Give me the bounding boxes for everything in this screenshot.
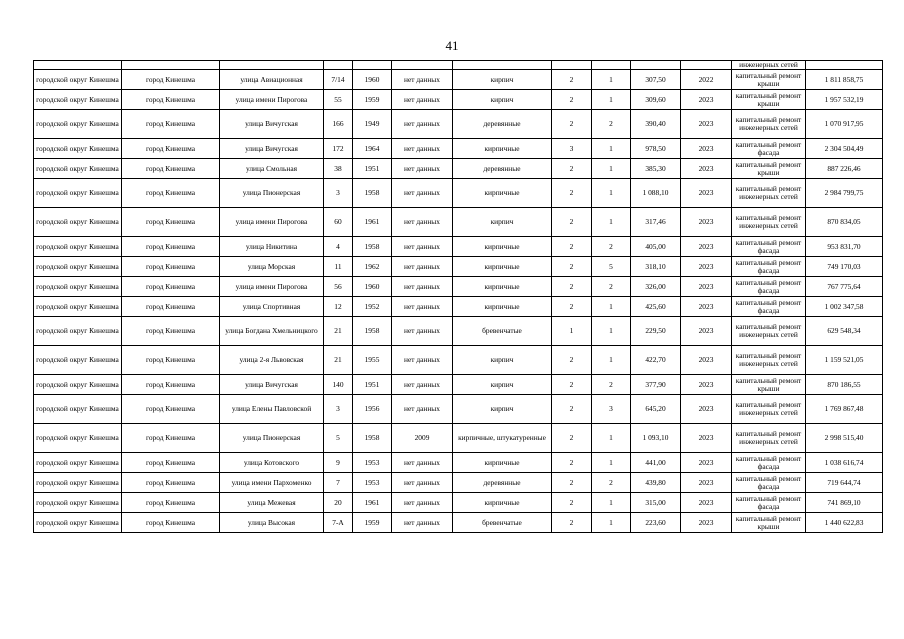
district-cell: городской округ Кинешма — [34, 70, 122, 90]
construction-year-cell: 1964 — [353, 139, 392, 159]
table-row — [34, 513, 883, 533]
work-type-cell: капитальный ремонт фасада — [732, 297, 806, 317]
house-number-cell: 38 — [324, 159, 353, 179]
work-type-cell: капитальный ремонт фасада — [732, 453, 806, 473]
street-cell: улица Морская — [220, 257, 324, 277]
housing-repair-table — [33, 60, 883, 533]
wall-material-cell: кирпичные — [453, 297, 552, 317]
area-cell: 385,30 — [631, 159, 681, 179]
house-number-cell: 56 — [324, 277, 353, 297]
cost-cell: 2 998 515,40 — [806, 424, 883, 453]
floors-cell: 2 — [552, 179, 592, 208]
district-cell: городской округ Кинешма — [34, 90, 122, 110]
area-cell: 441,00 — [631, 453, 681, 473]
street-cell: улица Межевая — [220, 493, 324, 513]
plan-year-cell: 2023 — [681, 159, 732, 179]
city-cell: город Кинешма — [122, 453, 220, 473]
work-type-cell: капитальный ремонт фасада — [732, 473, 806, 493]
plan-year-cell: 2023 — [681, 317, 732, 346]
street-cell: улица имени Пархоменко — [220, 473, 324, 493]
plan-year-cell: 2023 — [681, 473, 732, 493]
floors-cell: 2 — [552, 110, 592, 139]
table-row — [34, 159, 883, 179]
area-cell: 390,40 — [631, 110, 681, 139]
street-cell: улица 2-я Львовская — [220, 346, 324, 375]
work-type-cell: капитальный ремонт крыши — [732, 513, 806, 533]
renovation-year-cell: нет данных — [392, 237, 453, 257]
entrances-cell: 1 — [592, 90, 631, 110]
cost-cell: 629 548,34 — [806, 317, 883, 346]
entrances-cell: 1 — [592, 179, 631, 208]
entrances-cell: 2 — [592, 237, 631, 257]
renovation-year-cell: нет данных — [392, 70, 453, 90]
wall-material-cell: деревянные — [453, 159, 552, 179]
street-cell: улица Елены Павловской — [220, 395, 324, 424]
floors-cell: 2 — [552, 375, 592, 395]
table-row — [34, 493, 883, 513]
entrances-cell: 2 — [592, 110, 631, 139]
construction-year-cell: 1958 — [353, 424, 392, 453]
floors-cell: 2 — [552, 473, 592, 493]
street-cell: улица Смольная — [220, 159, 324, 179]
table-row — [34, 70, 883, 90]
construction-year-cell: 1955 — [353, 346, 392, 375]
house-number-cell: 21 — [324, 346, 353, 375]
district-cell: городской округ Кинешма — [34, 395, 122, 424]
work-type-cell: капитальный ремонт крыши — [732, 70, 806, 90]
city-cell: город Кинешма — [122, 179, 220, 208]
table-row — [34, 257, 883, 277]
work-type-cell: капитальный ремонт инженерных сетей — [732, 179, 806, 208]
street-cell: улица Спортивная — [220, 297, 324, 317]
area-cell: 315,00 — [631, 493, 681, 513]
entrances-cell: 2 — [592, 375, 631, 395]
street-cell: улица имени Пирогова — [220, 277, 324, 297]
construction-year-cell: 1959 — [353, 90, 392, 110]
table-row — [34, 346, 883, 375]
floors-cell: 2 — [552, 208, 592, 237]
floors-cell: 2 — [552, 513, 592, 533]
wall-material-cell: кирпич — [453, 375, 552, 395]
district-cell: городской округ Кинешма — [34, 237, 122, 257]
city-cell: город Кинешма — [122, 237, 220, 257]
floors-cell: 2 — [552, 277, 592, 297]
city-cell: город Кинешма — [122, 139, 220, 159]
work-type-cell: капитальный ремонт крыши — [732, 90, 806, 110]
work-type-cell: капитальный ремонт крыши — [732, 159, 806, 179]
wall-material-cell: кирпич — [453, 395, 552, 424]
construction-year-cell: 1958 — [353, 317, 392, 346]
entrances-cell: 1 — [592, 493, 631, 513]
district-cell: городской округ Кинешма — [34, 277, 122, 297]
construction-year-cell: 1953 — [353, 453, 392, 473]
table-row — [34, 453, 883, 473]
wall-material-cell: кирпич — [453, 90, 552, 110]
entrances-cell: 1 — [592, 453, 631, 473]
district-cell: городской округ Кинешма — [34, 473, 122, 493]
plan-year-cell: 2023 — [681, 237, 732, 257]
construction-year-cell: 1959 — [353, 513, 392, 533]
cost-cell: 1 440 622,83 — [806, 513, 883, 533]
entrances-cell: 1 — [592, 513, 631, 533]
plan-year-cell: 2022 — [681, 70, 732, 90]
wall-material-cell: кирпичные — [453, 179, 552, 208]
table-row — [34, 237, 883, 257]
table-row — [34, 375, 883, 395]
work-type-cell: капитальный ремонт инженерных сетей — [732, 110, 806, 139]
street-cell: улица Авиационная — [220, 70, 324, 90]
house-number-cell: 3 — [324, 395, 353, 424]
street-cell: улица Никитина — [220, 237, 324, 257]
street-cell: улица имени Пирогова — [220, 90, 324, 110]
house-number-cell: 12 — [324, 297, 353, 317]
construction-year-cell: 1961 — [353, 208, 392, 237]
area-cell: 318,10 — [631, 257, 681, 277]
cost-cell: 887 226,46 — [806, 159, 883, 179]
entrances-cell: 1 — [592, 139, 631, 159]
renovation-year-cell: нет данных — [392, 139, 453, 159]
city-cell: город Кинешма — [122, 493, 220, 513]
entrances-cell: 1 — [592, 159, 631, 179]
area-cell: 309,60 — [631, 90, 681, 110]
house-number-cell: 140 — [324, 375, 353, 395]
construction-year-cell: 1951 — [353, 159, 392, 179]
construction-year-cell: 1958 — [353, 237, 392, 257]
city-cell: город Кинешма — [122, 346, 220, 375]
table-row — [34, 110, 883, 139]
wall-material-cell: бревенчатые — [453, 317, 552, 346]
city-cell: город Кинешма — [122, 159, 220, 179]
plan-year-cell: 2023 — [681, 395, 732, 424]
plan-year-cell: 2023 — [681, 346, 732, 375]
table-row — [34, 424, 883, 453]
work-type-cell: капитальный ремонт фасада — [732, 237, 806, 257]
street-cell: улица Пионерская — [220, 179, 324, 208]
renovation-year-cell: нет данных — [392, 473, 453, 493]
entrances-cell: 1 — [592, 297, 631, 317]
street-cell: улица имени Пирогова — [220, 208, 324, 237]
cost-cell: 741 869,10 — [806, 493, 883, 513]
district-cell: городской округ Кинешма — [34, 346, 122, 375]
plan-year-cell: 2023 — [681, 257, 732, 277]
city-cell: город Кинешма — [122, 473, 220, 493]
construction-year-cell: 1949 — [353, 110, 392, 139]
construction-year-cell: 1960 — [353, 70, 392, 90]
area-cell: 223,60 — [631, 513, 681, 533]
construction-year-cell: 1958 — [353, 179, 392, 208]
renovation-year-cell: нет данных — [392, 110, 453, 139]
cost-cell: 2 984 799,75 — [806, 179, 883, 208]
wall-material-cell: кирпичные — [453, 277, 552, 297]
table-row — [34, 139, 883, 159]
wall-material-cell: бревенчатые — [453, 513, 552, 533]
house-number-cell: 5 — [324, 424, 353, 453]
cost-cell: 1 038 616,74 — [806, 453, 883, 473]
floors-cell: 2 — [552, 424, 592, 453]
house-number-cell: 9 — [324, 453, 353, 473]
city-cell: город Кинешма — [122, 317, 220, 346]
floors-cell: 2 — [552, 90, 592, 110]
district-cell: городской округ Кинешма — [34, 110, 122, 139]
district-cell: городской округ Кинешма — [34, 317, 122, 346]
work-type-cell: капитальный ремонт инженерных сетей — [732, 208, 806, 237]
wall-material-cell: кирпичные — [453, 257, 552, 277]
city-cell: город Кинешма — [122, 110, 220, 139]
street-cell: улица Высокая — [220, 513, 324, 533]
table-row — [34, 297, 883, 317]
wall-material-cell: кирпичные — [453, 237, 552, 257]
entrances-cell: 5 — [592, 257, 631, 277]
street-cell: улица Пионерская — [220, 424, 324, 453]
work-type-cell: инженерных сетей — [732, 61, 806, 70]
renovation-year-cell: нет данных — [392, 297, 453, 317]
city-cell: город Кинешма — [122, 277, 220, 297]
cost-cell: 1 811 858,75 — [806, 70, 883, 90]
work-type-cell: капитальный ремонт инженерных сетей — [732, 424, 806, 453]
cost-cell: 870 186,55 — [806, 375, 883, 395]
wall-material-cell: кирпичные, штукатуренные — [453, 424, 552, 453]
plan-year-cell: 2023 — [681, 179, 732, 208]
wall-material-cell: кирпич — [453, 70, 552, 90]
table-row — [34, 90, 883, 110]
cost-cell: 749 170,03 — [806, 257, 883, 277]
district-cell: городской округ Кинешма — [34, 208, 122, 237]
city-cell: город Кинешма — [122, 375, 220, 395]
area-cell: 1 088,10 — [631, 179, 681, 208]
house-number-cell: 20 — [324, 493, 353, 513]
construction-year-cell: 1962 — [353, 257, 392, 277]
house-number-cell: 60 — [324, 208, 353, 237]
page-number: 41 — [445, 38, 459, 53]
renovation-year-cell: нет данных — [392, 395, 453, 424]
district-cell: городской округ Кинешма — [34, 424, 122, 453]
work-type-cell: капитальный ремонт фасада — [732, 139, 806, 159]
wall-material-cell: кирпич — [453, 208, 552, 237]
plan-year-cell: 2023 — [681, 90, 732, 110]
house-number-cell: 7 — [324, 473, 353, 493]
street-cell: улица Котовского — [220, 453, 324, 473]
house-number-cell: 21 — [324, 317, 353, 346]
renovation-year-cell: нет данных — [392, 493, 453, 513]
floors-cell: 2 — [552, 237, 592, 257]
floors-cell: 1 — [552, 317, 592, 346]
renovation-year-cell: нет данных — [392, 375, 453, 395]
city-cell: город Кинешма — [122, 297, 220, 317]
construction-year-cell: 1961 — [353, 493, 392, 513]
cost-cell: 870 834,05 — [806, 208, 883, 237]
floors-cell: 2 — [552, 453, 592, 473]
area-cell: 307,50 — [631, 70, 681, 90]
city-cell: город Кинешма — [122, 257, 220, 277]
plan-year-cell: 2023 — [681, 513, 732, 533]
cost-cell: 767 775,64 — [806, 277, 883, 297]
work-type-cell: капитальный ремонт фасада — [732, 277, 806, 297]
plan-year-cell: 2023 — [681, 110, 732, 139]
floors-cell: 2 — [552, 297, 592, 317]
floors-cell: 2 — [552, 493, 592, 513]
house-number-cell: 55 — [324, 90, 353, 110]
renovation-year-cell: нет данных — [392, 277, 453, 297]
renovation-year-cell: нет данных — [392, 159, 453, 179]
area-cell: 425,60 — [631, 297, 681, 317]
district-cell: городской округ Кинешма — [34, 139, 122, 159]
area-cell: 978,50 — [631, 139, 681, 159]
entrances-cell: 2 — [592, 277, 631, 297]
house-number-cell: 7/14 — [324, 70, 353, 90]
house-number-cell: 7-А — [324, 513, 353, 533]
renovation-year-cell: нет данных — [392, 179, 453, 208]
entrances-cell: 1 — [592, 317, 631, 346]
plan-year-cell: 2023 — [681, 424, 732, 453]
wall-material-cell: кирпичные — [453, 493, 552, 513]
floors-cell: 3 — [552, 139, 592, 159]
cost-cell: 1 002 347,58 — [806, 297, 883, 317]
cost-cell: 2 304 504,49 — [806, 139, 883, 159]
work-type-cell: капитальный ремонт фасада — [732, 257, 806, 277]
city-cell: город Кинешма — [122, 424, 220, 453]
construction-year-cell: 1952 — [353, 297, 392, 317]
cost-cell: 1 070 917,95 — [806, 110, 883, 139]
construction-year-cell: 1960 — [353, 277, 392, 297]
cost-cell: 1 957 532,19 — [806, 90, 883, 110]
cost-cell: 1 769 867,48 — [806, 395, 883, 424]
street-cell: улица Богдана Хмельницкого — [220, 317, 324, 346]
house-number-cell: 3 — [324, 179, 353, 208]
area-cell: 1 093,10 — [631, 424, 681, 453]
area-cell: 326,00 — [631, 277, 681, 297]
work-type-cell: капитальный ремонт инженерных сетей — [732, 317, 806, 346]
renovation-year-cell: 2009 — [392, 424, 453, 453]
wall-material-cell: деревянные — [453, 473, 552, 493]
area-cell: 377,90 — [631, 375, 681, 395]
work-type-cell: капитальный ремонт фасада — [732, 493, 806, 513]
house-number-cell: 4 — [324, 237, 353, 257]
house-number-cell: 166 — [324, 110, 353, 139]
district-cell: городской округ Кинешма — [34, 257, 122, 277]
wall-material-cell: кирпичные — [453, 139, 552, 159]
cost-cell: 719 644,74 — [806, 473, 883, 493]
plan-year-cell: 2023 — [681, 208, 732, 237]
street-cell: улица Вичугская — [220, 110, 324, 139]
district-cell: городской округ Кинешма — [34, 159, 122, 179]
renovation-year-cell: нет данных — [392, 257, 453, 277]
floors-cell: 2 — [552, 70, 592, 90]
continuation-row — [34, 61, 883, 70]
work-type-cell: капитальный ремонт инженерных сетей — [732, 346, 806, 375]
district-cell: городской округ Кинешма — [34, 453, 122, 473]
floors-cell: 2 — [552, 346, 592, 375]
wall-material-cell: деревянные — [453, 110, 552, 139]
table-row — [34, 277, 883, 297]
renovation-year-cell: нет данных — [392, 346, 453, 375]
plan-year-cell: 2023 — [681, 297, 732, 317]
district-cell: городской округ Кинешма — [34, 513, 122, 533]
house-number-cell: 11 — [324, 257, 353, 277]
plan-year-cell: 2023 — [681, 139, 732, 159]
table-row — [34, 473, 883, 493]
renovation-year-cell: нет данных — [392, 453, 453, 473]
floors-cell: 2 — [552, 395, 592, 424]
street-cell: улица Вичугская — [220, 139, 324, 159]
wall-material-cell: кирпичные — [453, 453, 552, 473]
cost-cell: 953 831,70 — [806, 237, 883, 257]
entrances-cell: 2 — [592, 473, 631, 493]
district-cell: городской округ Кинешма — [34, 375, 122, 395]
table-row — [34, 179, 883, 208]
house-number-cell: 172 — [324, 139, 353, 159]
city-cell: город Кинешма — [122, 395, 220, 424]
wall-material-cell: кирпич — [453, 346, 552, 375]
plan-year-cell: 2023 — [681, 277, 732, 297]
renovation-year-cell: нет данных — [392, 513, 453, 533]
area-cell: 405,00 — [631, 237, 681, 257]
construction-year-cell: 1953 — [353, 473, 392, 493]
entrances-cell: 1 — [592, 70, 631, 90]
work-type-cell: капитальный ремонт инженерных сетей — [732, 395, 806, 424]
floors-cell: 2 — [552, 159, 592, 179]
district-cell: городской округ Кинешма — [34, 179, 122, 208]
table-row — [34, 208, 883, 237]
plan-year-cell: 2023 — [681, 375, 732, 395]
district-cell: городской округ Кинешма — [34, 493, 122, 513]
cost-cell: 1 159 521,05 — [806, 346, 883, 375]
renovation-year-cell: нет данных — [392, 90, 453, 110]
city-cell: город Кинешма — [122, 513, 220, 533]
entrances-cell: 1 — [592, 424, 631, 453]
renovation-year-cell: нет данных — [392, 208, 453, 237]
district-cell: городской округ Кинешма — [34, 297, 122, 317]
area-cell: 422,70 — [631, 346, 681, 375]
entrances-cell: 3 — [592, 395, 631, 424]
construction-year-cell: 1956 — [353, 395, 392, 424]
floors-cell: 2 — [552, 257, 592, 277]
area-cell: 439,80 — [631, 473, 681, 493]
renovation-year-cell: нет данных — [392, 317, 453, 346]
street-cell: улица Вичугская — [220, 375, 324, 395]
construction-year-cell: 1951 — [353, 375, 392, 395]
city-cell: город Кинешма — [122, 70, 220, 90]
area-cell: 229,50 — [631, 317, 681, 346]
area-cell: 645,20 — [631, 395, 681, 424]
table-row — [34, 317, 883, 346]
plan-year-cell: 2023 — [681, 493, 732, 513]
table-row — [34, 395, 883, 424]
city-cell: город Кинешма — [122, 208, 220, 237]
area-cell: 317,46 — [631, 208, 681, 237]
plan-year-cell: 2023 — [681, 453, 732, 473]
city-cell: город Кинешма — [122, 90, 220, 110]
work-type-cell: капитальный ремонт крыши — [732, 375, 806, 395]
entrances-cell: 1 — [592, 346, 631, 375]
entrances-cell: 1 — [592, 208, 631, 237]
